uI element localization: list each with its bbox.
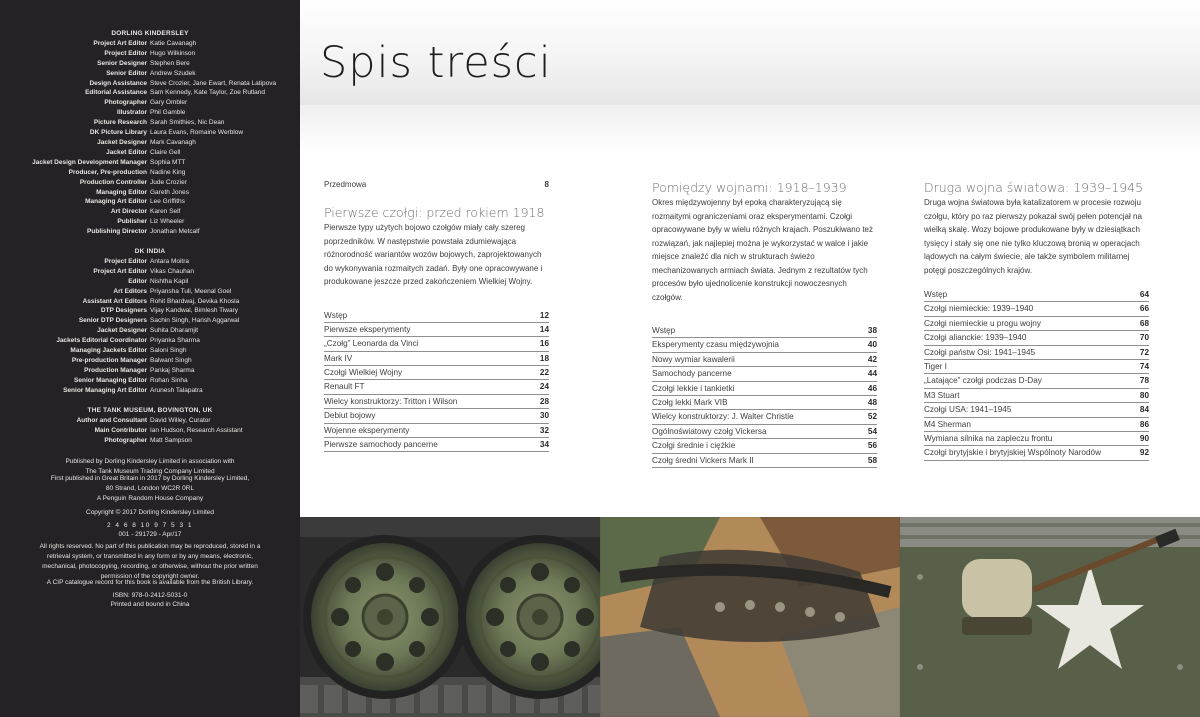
dk-credit-list bbox=[0, 39, 300, 237]
dk-heading: DORLING KINDERSLEY bbox=[111, 30, 189, 37]
toc-entry-page: 64 bbox=[1139, 290, 1149, 299]
toc-entry-label: Czołg średni Vickers Mark II bbox=[652, 455, 754, 465]
credit-names: David Willey, Curator bbox=[150, 416, 211, 424]
toc-entry-page: 92 bbox=[1139, 448, 1149, 458]
credit-row bbox=[0, 217, 300, 227]
camouflage-track-photo bbox=[600, 517, 900, 717]
india-credits bbox=[0, 247, 300, 396]
credit-names: Arunesh Talapatra bbox=[150, 386, 203, 394]
toc-entry-label: Debiut bojowy bbox=[324, 411, 376, 421]
toc-entry-page: 74 bbox=[1139, 361, 1149, 371]
toc-entry-label: Samochody pancerne bbox=[652, 369, 732, 379]
credit-row bbox=[0, 207, 300, 217]
toc-entry[interactable] bbox=[324, 424, 549, 438]
toc-entry[interactable] bbox=[924, 374, 1149, 388]
toc-entry-page: 42 bbox=[867, 354, 877, 364]
section-intro-1: Pierwsze typy użytych bojowo czołgów miały cały szereg poprzedników. W następstwie powstała zdumiewająca różnorodność wariantów wozów bojowych, zaprojektowanych do wykonywania rozmaitych zadań. Były one opracowywane i produkowane jeszcze przed zakończeniem Wielkiej Wojny. bbox=[324, 223, 543, 286]
credit-names: Katie Cavanagh bbox=[150, 39, 197, 47]
credit-role: Jacket Design Development Manager bbox=[32, 158, 147, 166]
toc-entry-page: 34 bbox=[539, 440, 549, 450]
credit-role: Jackets Editorial Coordinator bbox=[56, 337, 147, 345]
toc-entry-label: Mark IV bbox=[324, 353, 353, 363]
credit-row bbox=[0, 178, 300, 188]
credit-row bbox=[0, 197, 300, 207]
preface-page: 8 bbox=[544, 180, 549, 189]
print-code: 001 - 291729 - Apr/17 bbox=[118, 531, 182, 538]
toc-entry-label: Wstęp bbox=[324, 310, 348, 320]
credit-role: Senior Managing Art Editor bbox=[63, 386, 147, 394]
published-by: Published by Dorling Kindersley Limited in association with The Tank Museum Trading Company Limited bbox=[65, 458, 235, 475]
credit-role: Main Contributor bbox=[94, 426, 147, 434]
toc-entry-page: 30 bbox=[539, 411, 549, 421]
toc-entry-page: 14 bbox=[539, 324, 549, 334]
toc-entry-label: Wojenne eksperymenty bbox=[324, 425, 410, 435]
toc-entry[interactable] bbox=[324, 337, 549, 351]
credit-role: Design Assistance bbox=[89, 79, 147, 87]
credit-row bbox=[0, 39, 300, 49]
credit-names: Hugo Wilkinson bbox=[150, 49, 196, 57]
credit-role: Jacket Designer bbox=[97, 327, 147, 335]
credit-role: Publisher bbox=[117, 218, 147, 226]
toc-column-3 bbox=[924, 170, 1149, 461]
toc-entry[interactable] bbox=[652, 367, 877, 381]
toc-entry-page: 52 bbox=[867, 412, 877, 422]
credit-names: Jude Crozier bbox=[150, 178, 187, 186]
toc-entry-label: M4 Sherman bbox=[924, 419, 971, 429]
toc-entry[interactable] bbox=[652, 454, 877, 468]
toc-entry-page: 84 bbox=[1139, 405, 1149, 415]
credit-names: Laura Evans, Romaine Werblow bbox=[150, 129, 244, 137]
credit-names: Vijay Kandwal, Bimlesh Tiwary bbox=[150, 307, 239, 315]
credit-names: Sachin Singh, Harish Aggarwal bbox=[150, 317, 240, 325]
preface-entry[interactable] bbox=[324, 180, 549, 189]
credit-role: Art Editors bbox=[113, 287, 147, 295]
credit-role: Project Editor bbox=[104, 257, 147, 265]
toc-entry[interactable] bbox=[652, 439, 877, 453]
toc-entry[interactable] bbox=[324, 380, 549, 394]
credit-row bbox=[0, 376, 300, 386]
credit-names: Saloni Singh bbox=[150, 347, 187, 355]
credit-names: Rohan Sinha bbox=[150, 376, 188, 384]
credit-role: Production Controller bbox=[79, 178, 147, 186]
toc-entry-label: Czołgi niemieckie u progu wojny bbox=[924, 318, 1041, 328]
india-credit-list bbox=[0, 257, 300, 396]
credit-role: Managing Editor bbox=[96, 188, 147, 196]
toc-entry-label: Czołgi alianckie: 1939–1940 bbox=[924, 333, 1027, 343]
toc-entry[interactable] bbox=[652, 353, 877, 367]
credit-role: Project Editor bbox=[104, 49, 147, 57]
credit-role: Photographer bbox=[104, 436, 147, 444]
toc-entry[interactable] bbox=[324, 352, 549, 366]
toc-column-2 bbox=[652, 170, 877, 468]
toc-entry[interactable] bbox=[924, 302, 1149, 316]
toc-entry-label: M3 Stuart bbox=[924, 390, 960, 400]
credit-row bbox=[0, 316, 300, 326]
credit-row bbox=[0, 98, 300, 108]
toc-entry-label: Wymiana silnika na zapleczu frontu bbox=[924, 433, 1053, 443]
rights-notice: All rights reserved. No part of this publication may be reproduced, stored in a retrieval system, or transmitted in any form or by any means, electronic, mechanical, photocopying, recording, or otherwise, without the prior written permission of the copyright owner. bbox=[39, 543, 261, 580]
credit-names: Sam Kennedy, Kate Taylor, Zoe Rutland bbox=[150, 89, 266, 97]
credit-role: Jacket Editor bbox=[106, 148, 147, 156]
credit-row bbox=[0, 118, 300, 128]
credit-names: Gareth Jones bbox=[150, 188, 190, 196]
credit-row bbox=[0, 326, 300, 336]
toc-entry-label: Wielcy konstruktorzy: J. Walter Christie bbox=[652, 412, 794, 422]
toc-entry-label: Czołgi średnie i ciężkie bbox=[652, 441, 736, 451]
preface-label: Przedmowa bbox=[324, 180, 367, 189]
toc-entry-label: Wstęp bbox=[924, 290, 948, 299]
credit-names: Lee Griffiths bbox=[150, 198, 185, 206]
credit-role: Art Director bbox=[110, 208, 147, 216]
credit-role: Illustrator bbox=[117, 109, 147, 117]
toc-entry-page: 16 bbox=[539, 339, 549, 349]
credit-row bbox=[0, 69, 300, 79]
toc-entry[interactable] bbox=[652, 338, 877, 352]
toc-entry-label: Czołgi lekkie i tankietki bbox=[652, 383, 735, 393]
toc-entry[interactable] bbox=[924, 418, 1149, 432]
credit-names: Suhita Dharamjit bbox=[150, 327, 199, 335]
credit-names: Gary Ombler bbox=[150, 99, 188, 107]
credit-names: Nishtha Kapil bbox=[150, 277, 189, 285]
toc-entry-label: Czołgi Wielkiej Wojny bbox=[324, 368, 403, 378]
credit-names: Ian Hudson, Research Assistant bbox=[150, 426, 243, 434]
white-star-shovel-photo bbox=[900, 517, 1200, 717]
toc-entry[interactable] bbox=[324, 409, 549, 423]
credits-panel bbox=[0, 0, 300, 717]
credit-role: Picture Research bbox=[93, 119, 147, 127]
toc-entry-page: 56 bbox=[867, 441, 877, 451]
toc-entry[interactable] bbox=[924, 403, 1149, 417]
toc-entry[interactable] bbox=[924, 317, 1149, 331]
credit-row bbox=[0, 49, 300, 59]
toc-entry-page: 44 bbox=[867, 369, 877, 379]
toc-entry-page: 18 bbox=[539, 353, 549, 363]
credit-role: Senior Designer bbox=[97, 59, 147, 67]
credit-row bbox=[0, 88, 300, 98]
credit-names: Andrew Szudek bbox=[150, 69, 196, 77]
toc-entry-page: 58 bbox=[867, 455, 877, 465]
credit-names: Phil Gamble bbox=[150, 109, 186, 117]
credit-names: Jonathan Metcalf bbox=[150, 228, 200, 236]
printed-in: Printed and bound in China bbox=[110, 601, 190, 608]
toc-list-3 bbox=[924, 288, 1149, 461]
toc-entry[interactable] bbox=[924, 331, 1149, 345]
credit-role: Editorial Assistance bbox=[85, 89, 147, 97]
toc-entry[interactable] bbox=[652, 396, 877, 410]
credit-row bbox=[0, 287, 300, 297]
credit-row bbox=[0, 138, 300, 148]
toc-entry-page: 46 bbox=[867, 383, 877, 393]
toc-entry-label: Pierwsze samochody pancerne bbox=[324, 440, 438, 450]
toc-entry[interactable] bbox=[924, 446, 1149, 460]
toc-entry-page: 12 bbox=[539, 310, 549, 320]
credit-row bbox=[0, 436, 300, 446]
credit-role: Photographer bbox=[104, 99, 147, 107]
toc-entry-label: Wielcy konstruktorzy: Tritton i Wilson bbox=[324, 396, 458, 406]
credit-role: DTP Designers bbox=[100, 307, 147, 315]
toc-entry-label: Wstęp bbox=[652, 326, 676, 335]
credit-row bbox=[0, 426, 300, 436]
credit-role: Producer, Pre-production bbox=[68, 168, 147, 176]
credit-row bbox=[0, 257, 300, 267]
isbn: ISBN: 978-0-2412-5031-0 bbox=[112, 592, 188, 599]
credit-row bbox=[0, 366, 300, 376]
credit-row bbox=[0, 356, 300, 366]
credit-role: Project Art Editor bbox=[93, 39, 147, 47]
toc-list-2 bbox=[652, 324, 877, 468]
toc-entry-page: 78 bbox=[1139, 376, 1149, 386]
toc-entry-page: 28 bbox=[539, 396, 549, 406]
credit-names: Vikas Chauhan bbox=[150, 267, 194, 275]
toc-entry-label: Czołgi niemieckie: 1939–1940 bbox=[924, 304, 1034, 314]
toc-entry-page: 66 bbox=[1139, 304, 1149, 314]
toc-entry[interactable] bbox=[324, 309, 549, 323]
credit-role: Project Art Editor bbox=[93, 267, 147, 275]
toc-column-1 bbox=[324, 180, 549, 452]
toc-entry-label: „Czołg” Leonarda da Vinci bbox=[324, 339, 419, 349]
dk-credits bbox=[0, 29, 300, 237]
credit-names: Mark Cavanagh bbox=[150, 138, 196, 146]
toc-entry-label: Renault FT bbox=[324, 382, 365, 392]
toc-entry-label: Czołgi brytyjskie i brytyjskiej Wspólnoty Narodów bbox=[924, 448, 1101, 458]
toc-entry-page: 72 bbox=[1139, 347, 1149, 357]
credit-role: Managing Art Editor bbox=[85, 198, 147, 206]
section-intro-2: Okres międzywojenny był epoką charakteryzującą się rozmaitymi ograniczeniami oraz eksperymentami. Czołgi opracowywane były w wielu różnych krajach. Poszukiwano też rozwiązań, jak najlepiej można je wykorzystać w walce i jakie miejsce znaleźć dla nich w strukturach świeżo mechanizowanych armiach świata. Jednym z rezultatów tych procesów było ujednolicenie konstrukcji nowoczesnych czołgów. bbox=[652, 198, 873, 302]
section-intro-3: Druga wojna światowa była katalizatorem w procesie rozwoju czołgu, który po raz pierwszy pokazał swój pełen potencjał na wielką skalę. Wozy bojowe produkowane były w dziesiątkach tysięcy i stały się one nie tylko kluczową bronią w operacjach lądowych na całym świecie, ale także symbolem militarnej potęgi poszczególnych krajów. bbox=[924, 198, 1142, 275]
toc-entry-label: Czołgi państw Osi: 1941–1945 bbox=[924, 347, 1036, 357]
toc-entry-page: 32 bbox=[539, 425, 549, 435]
credit-names: Pankaj Sharma bbox=[150, 366, 195, 374]
toc-entry[interactable] bbox=[924, 360, 1149, 374]
credit-role: Assistant Art Editors bbox=[82, 297, 147, 305]
credit-names: Rohit Bhardwaj, Devika Khosla bbox=[150, 297, 240, 305]
credit-row bbox=[0, 227, 300, 237]
toc-entry[interactable] bbox=[324, 395, 549, 409]
credit-role: Production Manager bbox=[84, 366, 147, 374]
toc-entry-label: Pierwsze eksperymenty bbox=[324, 324, 411, 334]
credit-role: Senior Editor bbox=[106, 69, 147, 77]
credit-role: Author and Consultant bbox=[76, 416, 147, 424]
first-published: First published in Great Britain in 2017 by Dorling Kindersley Limited, 80 Strand, London WC2R 0RL bbox=[50, 475, 250, 492]
credit-row bbox=[0, 346, 300, 356]
credit-row bbox=[0, 386, 300, 396]
credit-names: Stephen Bere bbox=[150, 59, 190, 67]
credit-row bbox=[0, 277, 300, 287]
section-heading-1: Pierwsze czołgi: przed rokiem 1918 bbox=[324, 205, 545, 220]
credit-row bbox=[0, 59, 300, 69]
toc-entry-label: Eksperymenty czasu międzywojnia bbox=[652, 340, 779, 350]
credit-role: Pre-production Manager bbox=[71, 356, 147, 364]
toc-entry-page: 68 bbox=[1139, 318, 1149, 328]
copyright-line: Copyright © 2017 Dorling Kindersley Limited bbox=[86, 509, 214, 516]
credit-names: Balwant Singh bbox=[150, 356, 192, 364]
toc-entry[interactable] bbox=[924, 389, 1149, 403]
credit-names: Sophia MTT bbox=[150, 158, 186, 166]
toc-entry[interactable] bbox=[924, 288, 1149, 302]
museum-credit-list bbox=[0, 416, 300, 446]
toc-entry-label: Czołgi USA: 1941–1945 bbox=[924, 405, 1012, 415]
credit-row bbox=[0, 297, 300, 307]
credit-row bbox=[0, 128, 300, 138]
credit-names: Antara Moitra bbox=[150, 257, 190, 265]
toc-entry-page: 80 bbox=[1139, 390, 1149, 400]
credit-row bbox=[0, 79, 300, 89]
credit-names: Priyanka Sharma bbox=[150, 337, 200, 345]
toc-entry[interactable] bbox=[652, 324, 877, 338]
toc-list-1 bbox=[324, 309, 549, 453]
toc-entry-page: 38 bbox=[867, 326, 877, 335]
credit-row bbox=[0, 108, 300, 118]
toc-entry-label: Ogólnoświatowy czołg Vickersa bbox=[652, 426, 767, 436]
credit-row bbox=[0, 188, 300, 198]
toc-entry[interactable] bbox=[924, 346, 1149, 360]
toc-entry-page: 40 bbox=[867, 340, 877, 350]
credit-row bbox=[0, 148, 300, 158]
toc-entry-page: 70 bbox=[1139, 333, 1149, 343]
credit-role: Jacket Designer bbox=[97, 138, 147, 146]
cip-notice: A CIP catalogue record for this book is available from the British Library. bbox=[46, 579, 254, 586]
credit-names: Matt Sampson bbox=[150, 436, 192, 444]
credit-names: Sarah Smithies, Nic Dean bbox=[150, 119, 225, 127]
india-heading: DK INDIA bbox=[134, 248, 166, 255]
toc-entry-page: 86 bbox=[1139, 419, 1149, 429]
page-title: Spis treści bbox=[320, 38, 552, 88]
credit-names: Priyansha Tuli, Meenal Goel bbox=[150, 287, 232, 295]
credit-names: Nadine King bbox=[150, 168, 186, 176]
credit-row bbox=[0, 267, 300, 277]
tank-road-wheels-photo bbox=[300, 517, 600, 717]
toc-entry-page: 54 bbox=[867, 426, 877, 436]
toc-entry[interactable] bbox=[652, 410, 877, 424]
museum-credits bbox=[0, 406, 300, 446]
credit-row bbox=[0, 336, 300, 346]
credit-role: Managing Jackets Editor bbox=[70, 347, 147, 355]
title-band-shadow bbox=[300, 105, 1200, 155]
toc-entry-label: Tiger I bbox=[924, 361, 947, 371]
section-heading-2: Pomiędzy wojnami: 1918–1939 bbox=[652, 180, 847, 195]
toc-entry-label: Nowy wymiar kawalerii bbox=[652, 354, 735, 364]
toc-entry[interactable] bbox=[324, 366, 549, 380]
credit-row bbox=[0, 306, 300, 316]
toc-entry-page: 22 bbox=[539, 368, 549, 378]
credit-role: Publishing Director bbox=[87, 228, 147, 236]
credit-role: DK Picture Library bbox=[89, 129, 147, 137]
credit-row bbox=[0, 158, 300, 168]
section-heading-3: Druga wojna światowa: 1939–1945 bbox=[924, 180, 1144, 195]
credit-role: Editor bbox=[128, 277, 147, 285]
credit-names: Claire Gell bbox=[150, 148, 181, 156]
toc-entry-page: 48 bbox=[867, 397, 877, 407]
toc-entry[interactable] bbox=[924, 432, 1149, 446]
toc-entry[interactable] bbox=[324, 323, 549, 337]
credit-names: Steve Crozier, Jane Ewart, Renata Latipova bbox=[150, 79, 277, 87]
print-run: 2 4 6 8 10 9 7 5 3 1 bbox=[106, 522, 194, 529]
credit-names: Liz Wheeler bbox=[150, 218, 185, 226]
toc-entry[interactable] bbox=[324, 438, 549, 452]
toc-entry[interactable] bbox=[652, 382, 877, 396]
toc-entry-label: „Latające” czołgi podczas D-Day bbox=[924, 376, 1042, 386]
credit-role: Senior DTP Designers bbox=[78, 317, 147, 325]
credit-names: Karen Self bbox=[150, 208, 181, 216]
museum-heading: THE TANK MUSEUM, BOVINGTON, UK bbox=[87, 407, 213, 414]
penguin-line: A Penguin Random House Company bbox=[96, 495, 204, 502]
credit-row bbox=[0, 168, 300, 178]
toc-entry[interactable] bbox=[652, 425, 877, 439]
toc-entry-label: Czołg lekki Mark VIB bbox=[652, 397, 728, 407]
toc-entry-page: 90 bbox=[1139, 433, 1149, 443]
credit-row bbox=[0, 416, 300, 426]
credit-role: Senior Managing Editor bbox=[74, 376, 147, 384]
toc-entry-page: 24 bbox=[539, 382, 549, 392]
